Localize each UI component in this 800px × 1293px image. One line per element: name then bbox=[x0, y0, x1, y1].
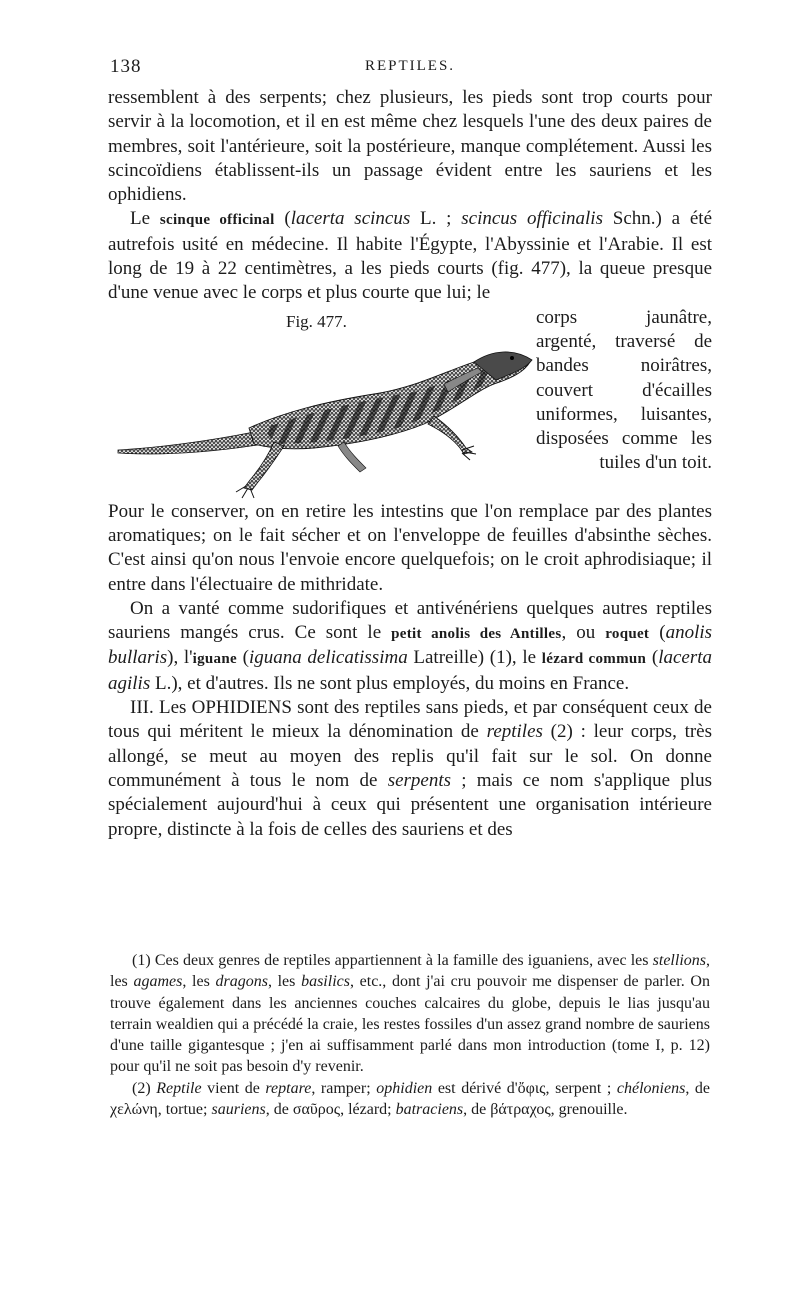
figure-side-text: corps jaunâtre, argenté, traversé de bandes noirâtres, couvert d'écailles uniformes, luisantes, disposées comme les tuiles d'un toit. bbox=[536, 306, 712, 474]
footnotes bbox=[110, 950, 710, 1120]
conservation-paragraph: Pour le conserver, on en retire les intestins que l'on remplace par des plantes aromatiques; on le fait sécher et on l'enveloppe de feuilles d'absinthe sèches. C'est ainsi qu'on nous l'envoie encore quelquefois; on le croit aphrodisiaque; il entre dans l'électuaire de mithridate. bbox=[108, 500, 712, 595]
skink-front-leg bbox=[428, 416, 472, 454]
skink-rear-leg bbox=[244, 442, 284, 490]
skink-illustration bbox=[114, 332, 534, 500]
species-name: petit anolis des Antilles bbox=[391, 626, 562, 643]
skink-eye bbox=[510, 356, 514, 360]
main-text bbox=[108, 86, 712, 842]
page-number: 138 bbox=[110, 56, 142, 77]
latin-name: iguana delicatissima bbox=[248, 647, 408, 669]
intro-paragraph: ressemblent à des serpents; chez plusieurs, les pieds sont trop courts pour servir à la locomotion, et il en est même chez lesquels l'une des deux paires de membres, soit l'antérieure, soit la postérieure, manque complétement. Aussi les scincoïdiens établissent-ils un passage évident entre les sauriens et les ophidiens. bbox=[108, 87, 712, 206]
ophidiens-paragraph: III. Les OPHIDIENS sont des reptiles sans pieds, et par conséquent ceux de tous qui méritent le mieux la dénomination de reptiles (2) : leur corps, très allongé, se meut au moyen des replis qu'il fait sur le sol. On donne communément à tous le nom de serpents ; mais ce nom s'applique plus spécialement aujourd'hui à ceux qui présentent une organisation intérieure propre, distincte à la fois de celles des sauriens et des bbox=[108, 697, 712, 840]
latin-name: scincus officinalis bbox=[461, 208, 603, 230]
sauriens-paragraph: On a vanté comme sudorifiques et antivénériens quelques autres reptiles sauriens mangés crus. Ce sont le petit anolis des Antilles, ou roquet (anolis bullaris), l'iguane (iguana delicatissima Latreille) (1), le lézard commun (lacerta agilis L.), et d'autres. Ils ne sont plus employés, du moins en France. bbox=[108, 597, 713, 694]
latin-name: anolis bullaris bbox=[108, 622, 713, 669]
figure-label: Fig. 477. bbox=[286, 311, 347, 331]
scinque-name: scinque officinal bbox=[159, 212, 275, 229]
species-name: iguane bbox=[192, 651, 237, 668]
page-header bbox=[110, 56, 710, 82]
latin-name: lacerta agilis bbox=[108, 647, 713, 694]
figure-477 bbox=[108, 306, 536, 500]
species-name: roquet bbox=[605, 626, 650, 643]
footnote-1: (1) Ces deux genres de reptiles appartiennent à la famille des iguaniens, avec les stellions, les agames, les dragons, les basilics, etc., dont j'ai cru pouvoir me dispenser de parler. On trouve également dans les anciennes couches calcaires du globe, depuis le lias jusqu'au terrain wealdien qui a précédé la craie, les restes fossiles d'un assez grand nombre de sauriens d'une taille gigantesque ; j'en ai suffisamment parlé dans mon introduction (tome I, p. 12) pour qu'il ne soit pas besoin d'y revenir. bbox=[110, 952, 710, 1076]
species-name: lézard commun bbox=[541, 651, 647, 668]
skink-far-rear-leg bbox=[338, 442, 366, 472]
running-head: REPTILES. bbox=[364, 58, 456, 74]
footnote-2: (2) Reptile vient de reptare, ramper; ophidien est dérivé d'ὄφις, serpent ; chéloniens, de χελώνη, tortue; sauriens, de σαῦρος, lézard; batraciens, de βάτραχος, grenouille. bbox=[110, 1079, 711, 1119]
skink-tail bbox=[118, 432, 264, 454]
scinque-paragraph: Le scinque officinal (lacerta scincus L. ; scincus officinalis Schn.) a été autrefois usité en médecine. Il habite l'Égypte, l'Abyssinie et l'Arabie. Il est long de 19 à 22 centimètres, a les pieds courts (fig. 477), la queue presque d'une venue avec le corps et plus courte que lui; le bbox=[108, 208, 713, 304]
latin-name: lacerta scincus bbox=[290, 208, 411, 230]
figure-block bbox=[108, 306, 712, 500]
